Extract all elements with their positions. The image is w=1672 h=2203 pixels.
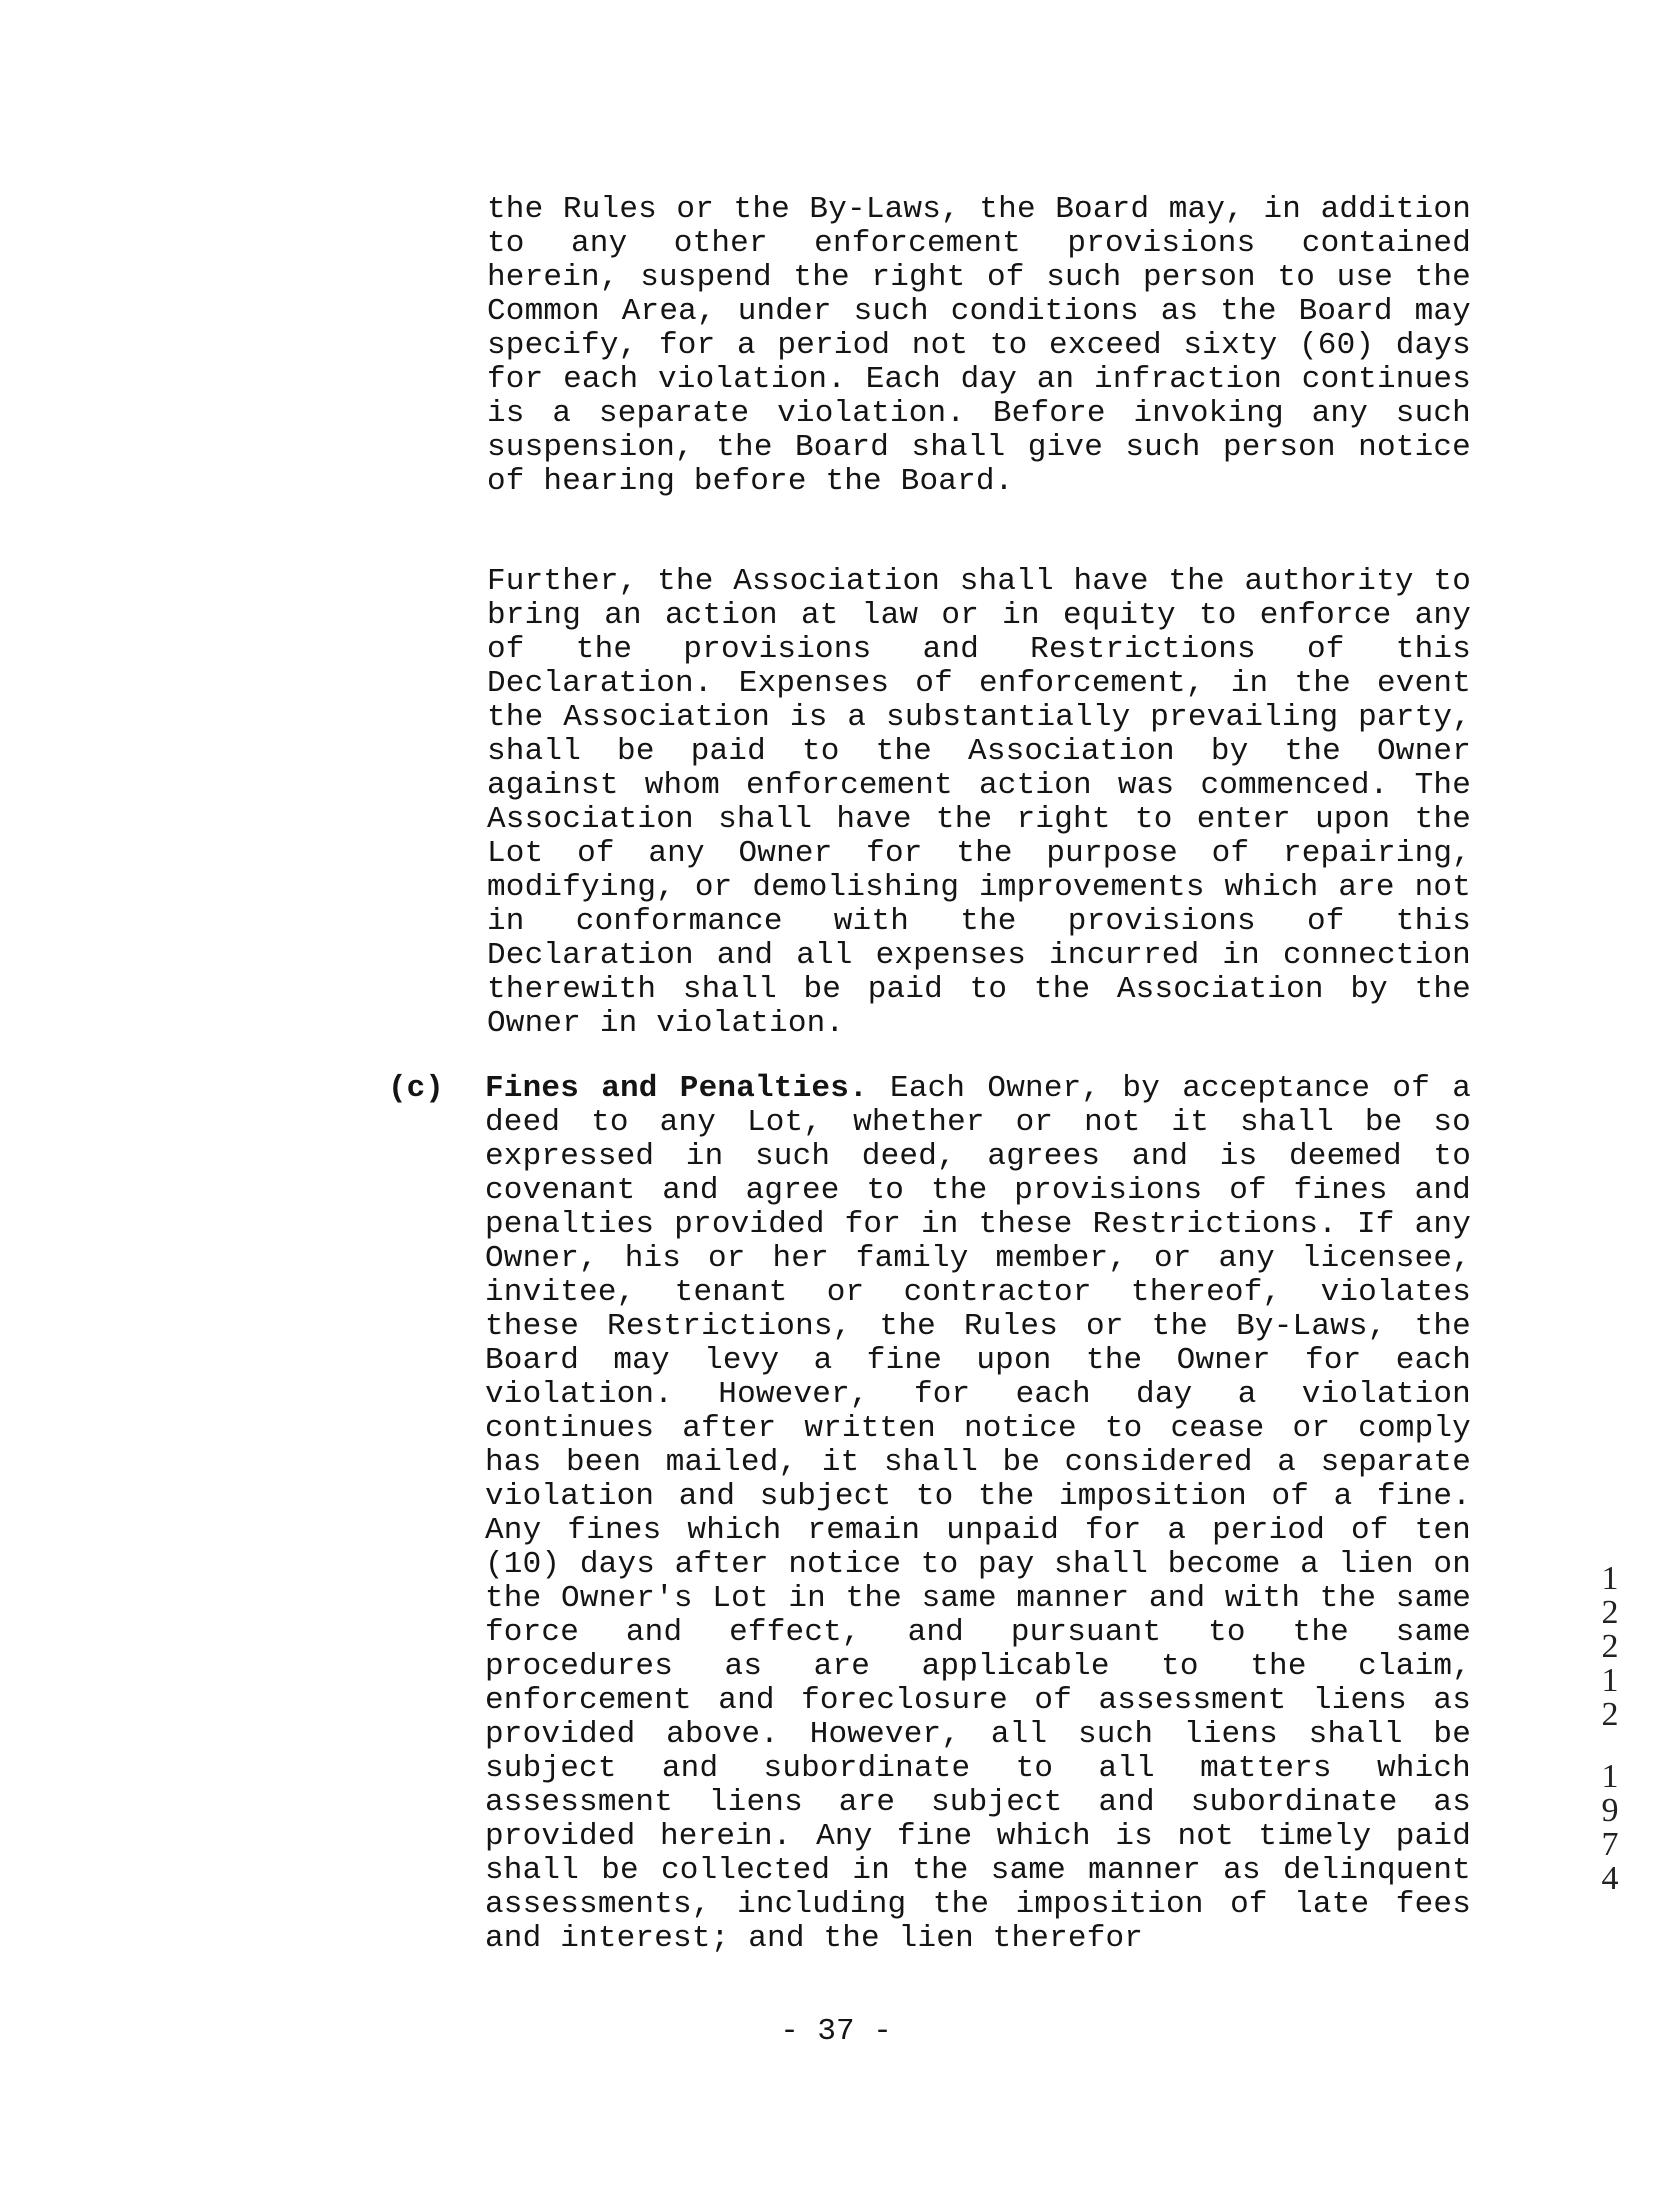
stamp-digit: 4: [1601, 1860, 1619, 1897]
stamp-digit: 2: [1601, 1696, 1619, 1733]
paragraph-association-authority: Further, the Association shall have the authority to bring an action at law or in equity to enforce any of the provisions and Restrictions of this Declaration. Expenses of enforcement, in the event the Association is a substantially prevailing party, shall be paid to the Association by the Owner against whom enforcement action was commenced. The Association shall have the right to enter upon the Lot of any Owner for the purpose of repairing, modifying, or demolishing improvements which are not in conformance with the provisions of this Declaration and all expenses incurred in connection therewith shall be paid to the Association by the Owner in violation.: [487, 564, 1471, 1041]
paragraph-fines-and-penalties: [485, 1072, 1471, 1956]
margin-stamp-number-lower: [1590, 1760, 1630, 1896]
stamp-digit: 1: [1601, 1662, 1619, 1699]
section-heading-fines-and-penalties: Fines and Penalties.: [485, 1071, 868, 1106]
stamp-digit: 1: [1601, 1560, 1619, 1597]
margin-stamp-number-upper: [1590, 1562, 1630, 1732]
stamp-digit: 1: [1601, 1758, 1619, 1795]
stamp-digit: 7: [1601, 1826, 1619, 1863]
section-body-fines-and-penalties: Each Owner, by acceptance of a deed to any Lot, whether or not it shall be so expressed in such deed, agrees and is deemed to covenant and agree to the provisions of fines and penalties provided for in these Restrictions. If any Owner, his or her family member, or any licensee, invitee, tenant or contractor thereof, violates these Restrictions, the Rules or the By-Laws, the Board may levy a fine upon the Owner for each violation. However, for each day a violation continues after written notice to cease or comply has been mailed, it shall be considered a separate violation and subject to the imposition of a fine. Any fines which remain unpaid for a period of ten (10) days after notice to pay shall become a lien on the Owner's Lot in the same manner and with the same force and effect, and pursuant to the same procedures as are applicable to the claim, enforcement and foreclosure of assessment liens as provided above. However, all such liens shall be subject and subordinate to all matters which assessment liens are subject and subordinate as provided herein. Any fine which is not timely paid shall be collected in the same manner as delinquent assessments, including the imposition of late fees and interest; and the lien therefor: [485, 1071, 1471, 1956]
stamp-digit: 2: [1601, 1628, 1619, 1665]
stamp-digit: 9: [1601, 1792, 1619, 1829]
stamp-digit: 2: [1601, 1594, 1619, 1631]
section-marker-c: (c): [388, 1071, 444, 1106]
page-number: - 37 -: [780, 2014, 892, 2049]
paragraph-suspension: the Rules or the By-Laws, the Board may, in addition to any other enforcement provisions contained herein, suspend the right of such person to use the Common Area, under such conditions as the Board may specify, for a period not to exceed sixty (60) days for each violation. Each day an infraction continues is a separate violation. Before invoking any such suspension, the Board shall give such person notice of hearing before the Board.: [487, 192, 1471, 499]
